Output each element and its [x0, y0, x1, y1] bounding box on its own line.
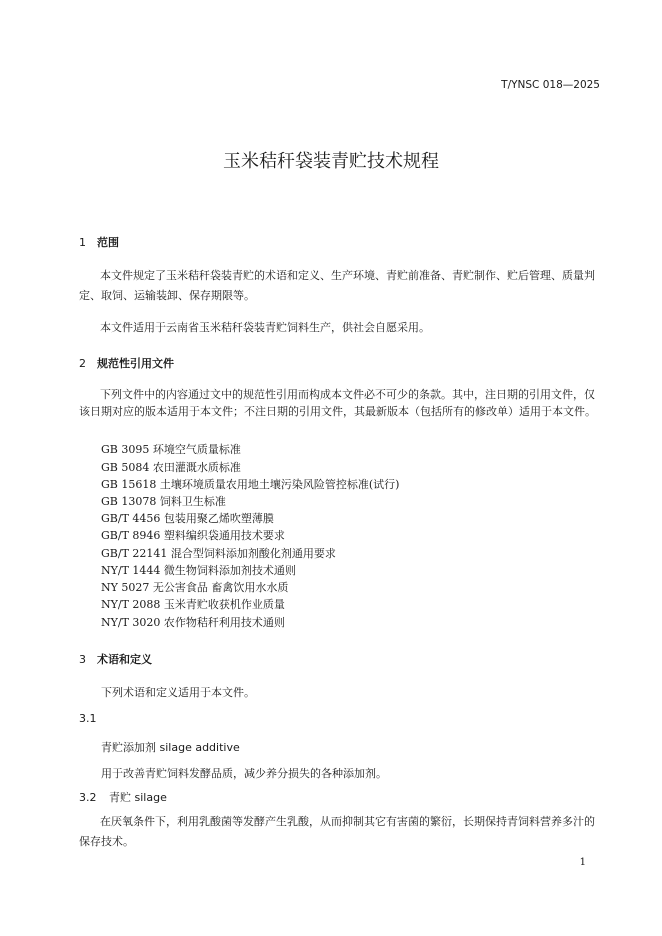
scope-paragraph-2: 本文件适用于云南省玉米秸秆袋装青贮饲料生产，供社会自愿采用。 — [100, 321, 430, 334]
reference-item: NY/T 3020 农作物秸秆利用技术通则 — [101, 616, 285, 629]
reference-item: NY 5027 无公害食品 畜禽饮用水水质 — [101, 581, 289, 594]
term-3-1-name: 青贮添加剂 silage additive — [101, 741, 240, 754]
page-number: 1 — [579, 857, 586, 868]
scope-paragraph-1: 本文件规定了玉米秸秆袋装青贮的术语和定义、生产环境、青贮前准备、青贮制作、贮后管理、质量判定、取饲、运输装卸、保存期限等。 — [79, 269, 595, 302]
term-3-2-name: 青贮 silage — [109, 791, 167, 804]
section-number: 2 — [79, 357, 86, 370]
reference-item: GB/T 22141 混合型饲料添加剂酸化剂通用要求 — [101, 547, 336, 560]
normative-refs-intro: 下列文件中的内容通过文中的规范性引用而构成本文件必不可少的条款。其中，注日期的引用文件，仅该日期对应的版本适用于本文件；不注日期的引用文件，其最新版本（包括所有的修改单）适用于本文件。 — [79, 388, 596, 418]
section-2-heading — [79, 355, 174, 371]
reference-item: GB 15618 土壤环境质量农用地土壤污染风险管控标准(试行) — [101, 478, 400, 491]
reference-item: GB 13078 饲料卫生标准 — [101, 495, 226, 508]
term-3-1-definition: 用于改善青贮饲料发酵品质，减少养分损失的各种添加剂。 — [101, 767, 387, 780]
term-3-1-number: 3.1 — [79, 712, 97, 725]
reference-item: GB/T 8946 塑料编织袋通用技术要求 — [101, 529, 285, 542]
section-3-heading — [79, 651, 152, 667]
section-number: 3 — [79, 653, 86, 666]
term-3-2-heading — [79, 789, 167, 805]
term-3-2-number: 3.2 — [79, 791, 97, 804]
standard-code: T/YNSC 018—2025 — [501, 79, 600, 91]
document-title: 玉米秸秆袋装青贮技术规程 — [223, 151, 439, 172]
term-3-2-definition: 在厌氧条件下，利用乳酸菌等发酵产生乳酸，从而抑制其它有害菌的繁衍，长期保持青饲料营养多汁的保存技术。 — [79, 815, 595, 848]
reference-item: NY/T 1444 微生物饲料添加剂技术通则 — [101, 564, 296, 577]
reference-item: GB 5084 农田灌溉水质标准 — [101, 461, 241, 474]
section-1-heading — [79, 234, 119, 250]
section-title: 术语和定义 — [97, 653, 152, 666]
reference-item: GB 3095 环境空气质量标准 — [101, 443, 241, 456]
reference-item: GB/T 4456 包装用聚乙烯吹塑薄膜 — [101, 512, 274, 525]
section-title: 范围 — [97, 236, 119, 249]
section-title: 规范性引用文件 — [97, 357, 174, 370]
reference-item: NY/T 2088 玉米青贮收获机作业质量 — [101, 598, 285, 611]
terms-intro: 下列术语和定义适用于本文件。 — [101, 686, 255, 699]
section-number: 1 — [79, 236, 86, 249]
